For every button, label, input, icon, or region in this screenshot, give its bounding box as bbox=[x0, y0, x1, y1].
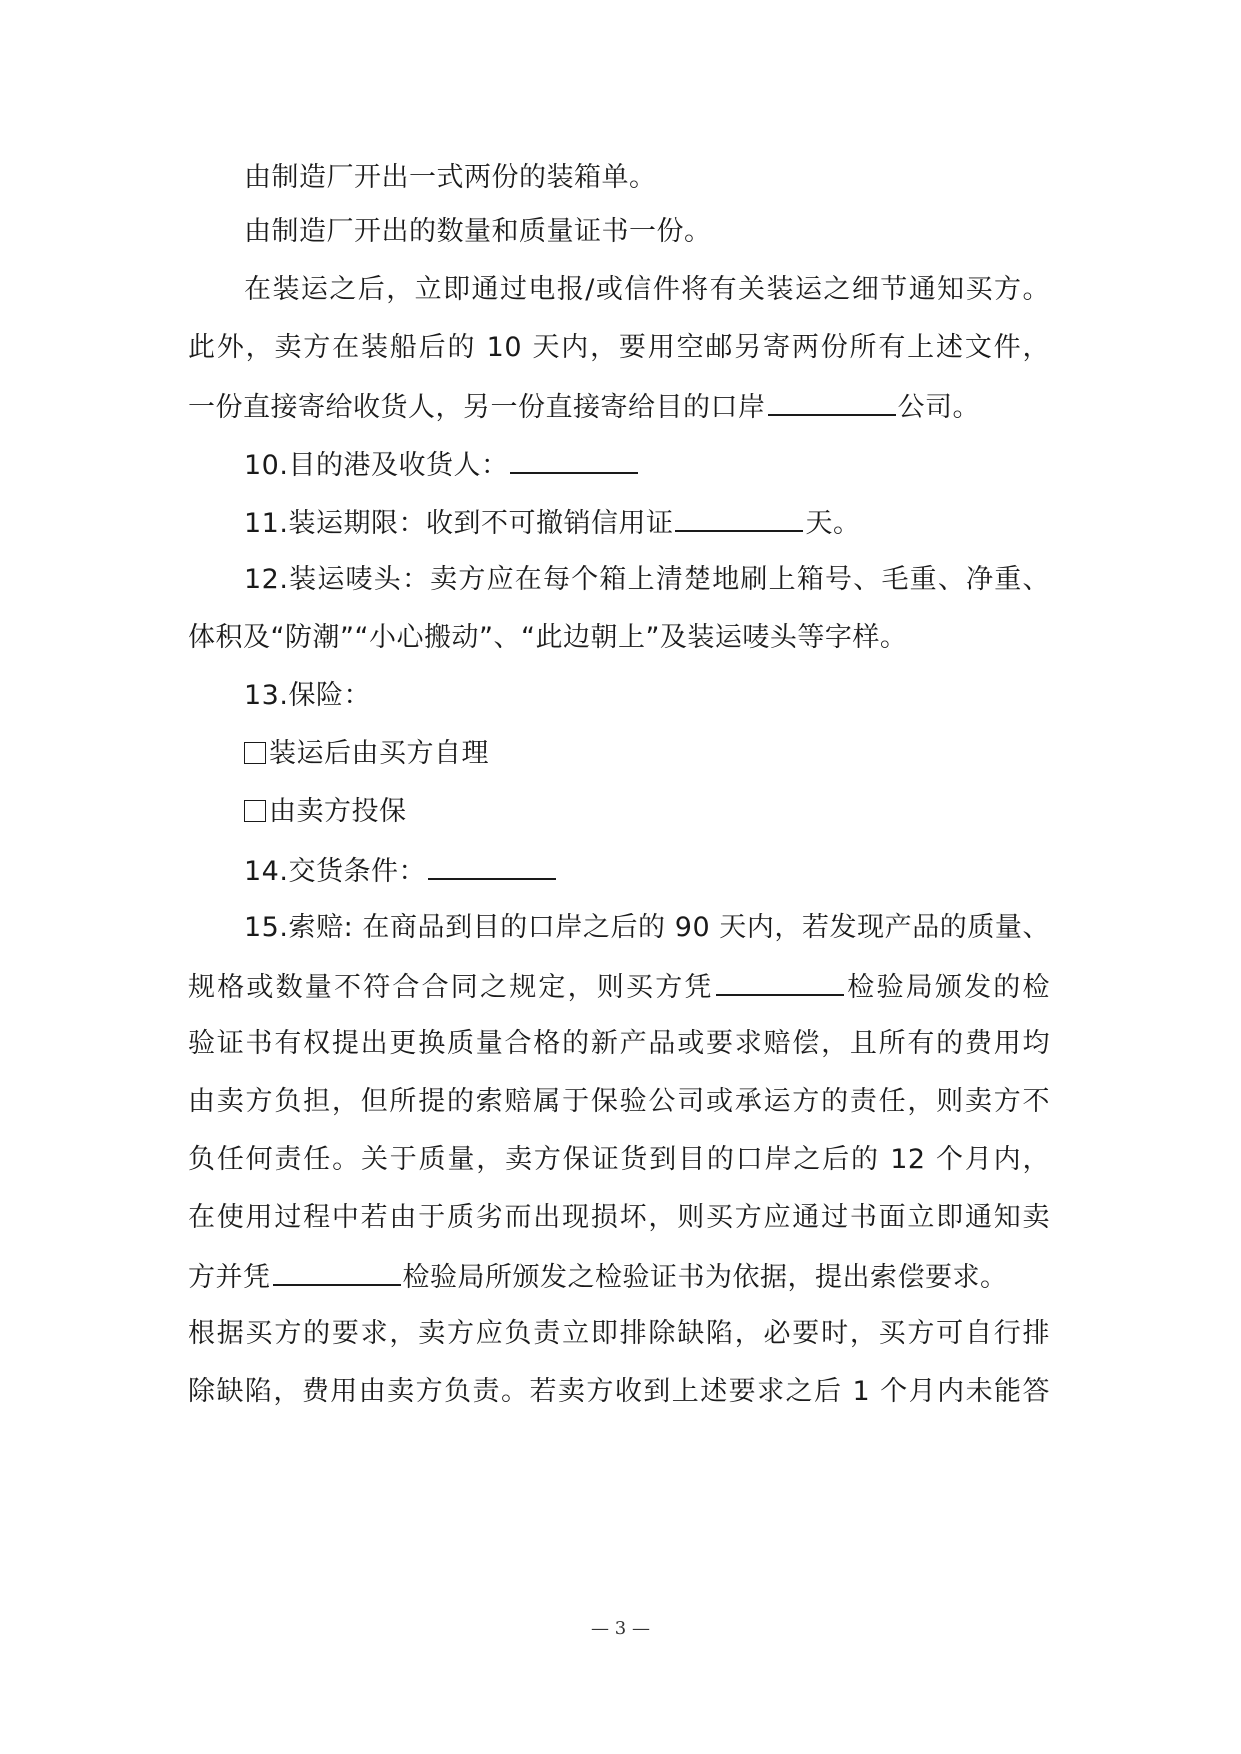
clause-15-claims-line2 bbox=[188, 966, 1050, 1008]
text-line: 15.索赔: 在商品到目的口岸之后的 90 天内，若发现产品的质量、 bbox=[244, 912, 1050, 943]
clause-label: 10.目的港及收货人： bbox=[244, 450, 509, 481]
clause-12-shipping-marks-cont bbox=[188, 618, 907, 658]
clause-10-destination bbox=[244, 444, 640, 486]
paragraph-shipment-notice-cont bbox=[188, 328, 1050, 368]
page-number: — 3 — bbox=[591, 1618, 650, 1639]
clause-14-delivery-terms bbox=[244, 850, 558, 892]
text-line: 检验局所颁发之检验证书为依据，提出索偿要求。 bbox=[402, 1262, 1008, 1293]
clause-label: 11.装运期限：收到不可撤销信用证 bbox=[244, 508, 674, 539]
paragraph-quality-certificate bbox=[244, 212, 712, 252]
clause-label: 14.交货条件： bbox=[244, 856, 426, 887]
clause-label: 13.保险： bbox=[244, 680, 371, 711]
paragraph-packing-list bbox=[244, 158, 657, 198]
clause-15-claims-line7 bbox=[188, 1256, 1008, 1298]
text-line: 负任何责任。关于质量，卖方保证货到目的口岸之后的 12 个月内， bbox=[188, 1144, 1050, 1175]
fill-in-blank[interactable] bbox=[428, 850, 556, 880]
text-line: 检验局颁发的检 bbox=[845, 972, 1051, 1003]
insurance-option-seller bbox=[244, 792, 407, 832]
checkbox-seller-insurance[interactable] bbox=[244, 800, 266, 822]
checkbox-buyer-insurance[interactable] bbox=[244, 742, 266, 764]
clause-15-claims-line8 bbox=[188, 1314, 1050, 1354]
text-line: 天。 bbox=[805, 508, 861, 539]
text-line: 在使用过程中若由于质劣而出现损坏，则买方应通过书面立即通知卖 bbox=[188, 1202, 1050, 1233]
paragraph-shipment-notice-end bbox=[188, 386, 980, 428]
insurance-option-buyer bbox=[244, 734, 489, 774]
option-label: 由卖方投保 bbox=[269, 796, 407, 827]
fill-in-blank[interactable] bbox=[510, 444, 638, 474]
text-line: 体积及“防潮”“小心搬动”、“此边朝上”及装运唛头等字样。 bbox=[188, 622, 908, 653]
clause-15-claims-line5 bbox=[188, 1140, 1050, 1180]
text-line: 一份直接寄给收货人，另一份直接寄给目的口岸 bbox=[188, 392, 766, 423]
clause-15-claims-line3 bbox=[188, 1024, 1050, 1064]
text-line: 此外，卖方在装船后的 10 天内，要用空邮另寄两份所有上述文件， bbox=[188, 332, 1050, 363]
paragraph-shipment-notice bbox=[244, 270, 1050, 310]
text-line: 验证书有权提出更换质量合格的新产品或要求赔偿，且所有的费用均 bbox=[188, 1028, 1050, 1059]
text-line: 规格或数量不符合合同之规定，则买方凭 bbox=[188, 972, 714, 1003]
text-line: 除缺陷，费用由卖方负责。若卖方收到上述要求之后 1 个月内未能答 bbox=[188, 1376, 1050, 1407]
text-line: 由制造厂开出的数量和质量证书一份。 bbox=[244, 216, 712, 247]
clause-11-shipment-period bbox=[244, 502, 860, 544]
text-line: 方并凭 bbox=[188, 1262, 271, 1293]
text-line: 根据买方的要求，卖方应负责立即排除缺陷，必要时，买方可自行排 bbox=[188, 1318, 1050, 1349]
clause-15-claims-line6 bbox=[188, 1198, 1050, 1238]
text-line: 公司。 bbox=[897, 392, 980, 423]
clause-13-insurance bbox=[244, 676, 371, 716]
clause-15-claims bbox=[244, 908, 1050, 948]
fill-in-blank[interactable] bbox=[716, 966, 844, 996]
text-line: 在装运之后，立即通过电报/或信件将有关装运之细节通知买方。 bbox=[244, 274, 1050, 305]
fill-in-blank[interactable] bbox=[675, 502, 803, 532]
fill-in-blank[interactable] bbox=[273, 1256, 401, 1286]
clause-15-claims-line9 bbox=[188, 1372, 1050, 1412]
text-line: 由卖方负担，但所提的索赔属于保验公司或承运方的责任，则卖方不 bbox=[188, 1086, 1050, 1117]
clause-15-claims-line4 bbox=[188, 1082, 1050, 1122]
option-label: 装运后由买方自理 bbox=[269, 738, 489, 769]
text-line: 12.装运唛头：卖方应在每个箱上清楚地刷上箱号、毛重、净重、 bbox=[244, 564, 1050, 595]
text-line: 由制造厂开出一式两份的装箱单。 bbox=[244, 162, 657, 193]
clause-12-shipping-marks bbox=[244, 560, 1050, 600]
fill-in-blank[interactable] bbox=[768, 386, 896, 416]
